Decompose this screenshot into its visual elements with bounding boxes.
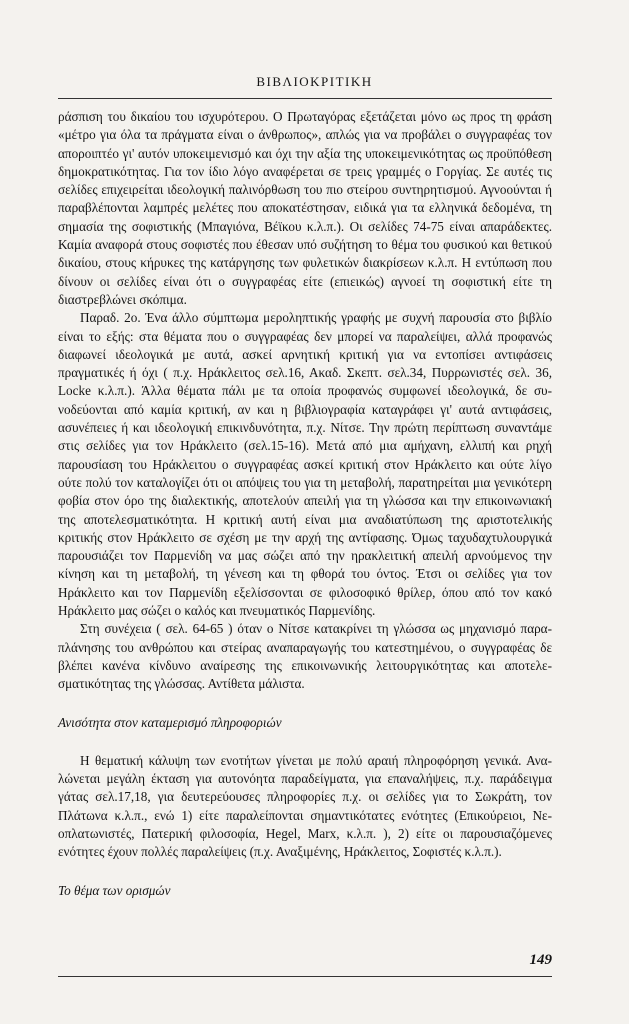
paragraph-4: Η θεματική κάλυψη των ενοτήτων γίνεται με πολύ αραιή πληροφόρηση γενικά. Αναλώνεται μεγάλη έκταση για αυτονόητα παραδείγματα, για επαναλήψεις, π.χ. παράδειγμα γάτας σελ.17,18, για δευτερεύουσες πληροφορίες π.χ. οι σελίδες για το Σωκράτη, τον Πλάτωνα κ.λ.π., ενώ 1) είτε παραλείπονται σημαντικότατες ενότητες (Επικούρειοι, Νεοπλατωνιστές, Πατερική φιλοσοφία, Hegel, Marx, κ.λ.π. ), 2) είτε οι παρουσιαζόμενες ενότητες έχουν πολλές παραλείψεις (π.χ. Αναξιμένης, Ηράκλειτος, Σοφιστές κ.λ.π.). [58, 752, 552, 860]
paragraph-1: ράσπιση του δικαίου του ισχυρότερου. Ο Πρωταγόρας εξετάζεται μόνο ως προς τη φράση «μέτρο για όλα τα πράγματα είναι ο άνθρωπος», απλώς για να προβάλει ο συγγραφέας τον αποροιπτέο γι' αυτόν υποκειμενισμό και όχι την αξία της υποκειμενικότητας ως προϋπόθεση δημοκρατικότητας. Για τον ίδιο λόγο αναφέρεται σε τρεις γραμμές ο Γοργίας. Σε αυτές τις σελίδες επιχειρείται ιδεολογική παλινόρθωση του πιο στείρου συντηρητισμού. Αγνοούνται ή παραβλέπονται λαμπρές μελέτες που αποκατέστησαν, ειδικά για τα ελληνικά δεδομένα, τη σημασία της σοφιστικής (Μπαγιόνα, Βέϊκου κ.λ.π.). Οι σελίδες 74-75 είναι απαράδεκτες. Καμία αναφορά στους σοφιστές που έθεσαν υπό συζήτηση το θέμα του φυσικού και θετικού δικαίου, στους κήρυκες της κατάργησης των φυλετικών διακρίσεων κ.λ.π. Η εντύπωση που δίνουν οι σελίδες είναι ότι ο συγγραφέας είτε (επιεικώς) αγνοεί τη σοφιστική είτε τη διαστρεβλώνει σκόπιμα. [58, 109, 552, 307]
paragraph-2: Παραδ. 2ο. Ένα άλλο σύμπτωμα μεροληπτικής γραφής με συχνή παρουσία στο βιβλίο είναι το εξής: στα θέματα που ο συγγραφέας δεν μπορεί να παραλείψει, αλλά προφανώς διαφωνεί ιδεολογικά με αυτά, ασκεί αρνητική κριτική για να εντοπίσει αντιφάσεις πραγματικές ή όχι ( π.χ. Ηράκλειτος σελ.16, Ακαδ. Σκεπτ. σελ.34, Πυρρωνιστές σελ. 36, Locke κ.λ.π.). Άλλα θέματα πάλι με τα οποία προφανώς συμφωνεί ιδεολογικά, δε συνοδεύονται από καμία κριτική, αν και η βιβλιογραφία καταγράφει γι' αυτά αντιφάσεις, ασυνέπειες ή και ιδεολογική επικινδυνότητα, π.χ. Νίτσε. Την πρώτη περίπτωση συναντάμε στις σελίδες για τον Ηράκλειτο (σελ.15-16). Μετά από μια αμήχανη, ελλιπή και ρηχή παρουσίαση του Ηράκλειτου ο συγγραφέας ασκεί κριτική στον Ηράκλειτο και ούτε λίγο ούτε πολύ τον καταλογίζει ότι οι απόψεις του για τη μεταβολή, παρατηρείται μια γενικότερη φοβία στον όρο της διαλεκτικής, αποτελούν απειλή για τη γλώσσα και την επικοινωνιακή της αποτελεσματικότητα. Η κριτική αυτή είναι μια αναδιατύπωση της αριστοτελικής κριτικής στον Ηράκλειτο σε σχέση με την αρχή της αντίφασης. Όμως ταχυδαχτυλουργικά παρουσιάζει τον Παρμενίδη να μας σώζει από την ηρακλειτική απειλή αρνούμενος την κίνηση και τη μεταβολή, τη γένεση και τη φθορά του όντος. Έτσι οι σελίδες για τον Ηράκλειτο και τον Παρμενίδη εξελίσσονται σε φιλοσοφικό θρίλερ, όπου από τον κακό Ηράκλειτο μας σώζει ο καλός και πνευματικός Παρμενίδης. [58, 310, 552, 619]
section-heading-2: Το θέμα των ορισμών [58, 882, 171, 898]
section-heading-1: Ανισότητα στον καταμερισμό πληροφοριών [58, 714, 282, 730]
running-head-title: ΒΙΒΛΙΟΚΡΙΤΙΚΗ [256, 74, 373, 89]
page-number: 149 [529, 952, 552, 968]
footer-rule [58, 976, 552, 977]
article-body [58, 108, 552, 900]
paragraph-3: Στη συνέχεια ( σελ. 64-65 ) όταν ο Νίτσε κατακρίνει τη γλώσσα ως μηχανισμό παραπλάνησης του ανθρώπου και στείρας αναπαραγωγής του κατεστημένου, ο συγγραφέας δε βλέπει κανένα κίνδυνο αναίρεσης της επικοινωνικής λειτουργικότητας και αποτελεσματικότητας της γλώσσας. Αντίθετα μάλιστα. [58, 621, 552, 692]
header-rule [58, 98, 552, 99]
